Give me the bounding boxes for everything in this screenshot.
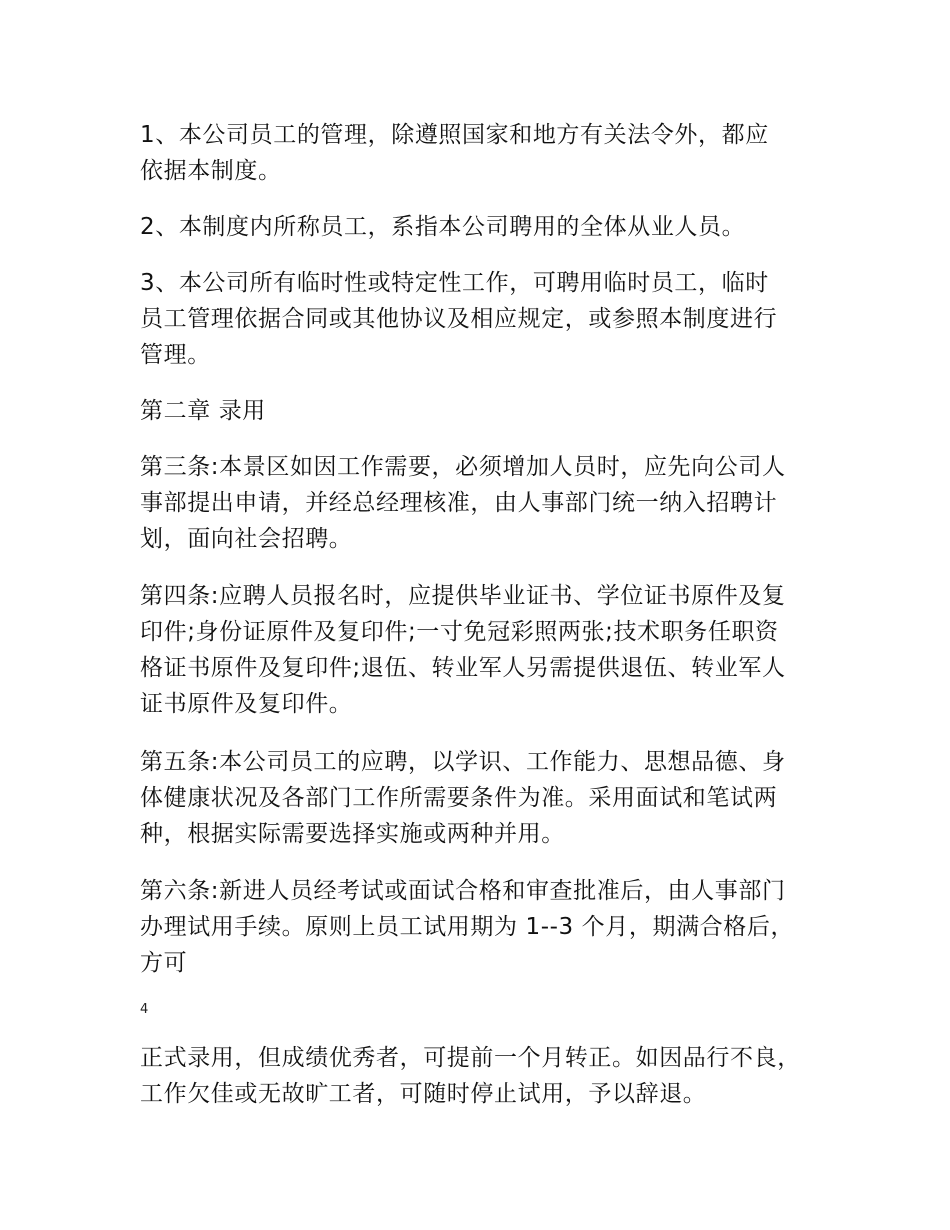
text-line: 1、本公司员工的管理，除遵照国家和地方有关法令外，都应 [140, 122, 769, 148]
text-line: 格证书原件及复印件;退伍、转业军人另需提供退伍、转业军人 [140, 655, 786, 681]
text-line: 工作欠佳或无故旷工者，可随时停止试用，予以辞退。 [140, 1081, 707, 1107]
text-line: 证书原件及复印件。 [140, 691, 353, 717]
text-line: 3、本公司所有临时性或特定性工作，可聘用临时员工，临时 [140, 270, 769, 296]
text-line: 第四条:应聘人员报名时，应提供毕业证书、学位证书原件及复 [140, 583, 786, 609]
text-line: 事部提出申请，并经总经理核准，由人事部门统一纳入招聘计 [140, 490, 778, 516]
text-line: 方可 [140, 950, 188, 976]
paragraph-article-1 [140, 117, 830, 189]
text-line: 管理。 [140, 342, 211, 368]
paragraph-section-6 [140, 873, 830, 981]
text-line: 办理试用手续。原则上员工试用期为 1--3 个月，期满合格后， [140, 914, 795, 940]
text-line: 种，根据实际需要选择实施或两种并用。 [140, 821, 565, 847]
paragraph-article-2 [140, 209, 830, 245]
page-number: 4 [140, 1002, 149, 1017]
paragraph-article-3 [140, 265, 830, 373]
chapter-title: 第二章 录用 [140, 398, 266, 424]
paragraph-section-5 [140, 744, 830, 852]
paragraph-continuation [140, 1040, 830, 1112]
text-line: 印件;身份证原件及复印件;一寸免冠彩照两张;技术职务任职资 [140, 619, 779, 645]
text-line: 2、本制度内所称员工，系指本公司聘用的全体从业人员。 [140, 214, 746, 240]
text-line: 第三条:本景区如因工作需要，必须增加人员时，应先向公司人 [140, 454, 786, 480]
chapter-heading [140, 393, 830, 429]
text-line: 第六条:新进人员经考试或面试合格和审查批准后，由人事部门 [140, 878, 786, 904]
text-line: 正式录用，但成绩优秀者，可提前一个月转正。如因品行不良， [140, 1045, 801, 1071]
paragraph-section-3 [140, 449, 830, 557]
text-line: 体健康状况及各部门工作所需要条件为准。采用面试和笔试两 [140, 785, 778, 811]
text-line: 第五条:本公司员工的应聘，以学识、工作能力、思想品德、身 [140, 749, 786, 775]
text-line: 依据本制度。 [140, 158, 282, 184]
paragraph-section-4 [140, 578, 830, 722]
text-line: 划，面向社会招聘。 [140, 526, 353, 552]
text-line: 员工管理依据合同或其他协议及相应规定，或参照本制度进行 [140, 306, 778, 332]
